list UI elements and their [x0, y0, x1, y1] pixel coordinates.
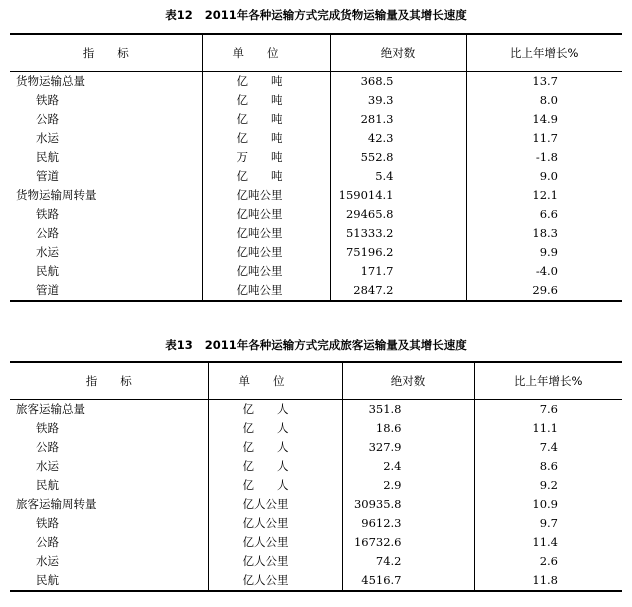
- table-row: [10, 495, 622, 514]
- absolute-value-cell: 74.2: [342, 552, 474, 571]
- absolute-value-cell: 281.3: [330, 110, 466, 129]
- table-row: [10, 186, 622, 205]
- table13-header-indicator: 指 标: [10, 362, 208, 400]
- unit-cell: 亿 吨: [202, 167, 330, 186]
- growth-rate-cell: -4.0: [535, 264, 558, 278]
- growth-rate-cell: 8.0: [539, 93, 558, 107]
- indicator-cell: 水运: [10, 243, 202, 262]
- indicator-cell: 水运: [10, 129, 202, 148]
- indicator-cell: 管道: [10, 167, 202, 186]
- table-row: [10, 167, 622, 186]
- table12-header-absolute: 绝对数: [330, 34, 466, 72]
- absolute-value-cell: 4516.7: [342, 571, 474, 591]
- table-row: [10, 110, 622, 129]
- table12-title-text: 2011年各种运输方式完成货物运输量及其增长速度: [204, 8, 467, 22]
- growth-rate-cell: 7.6: [539, 402, 558, 416]
- unit-cell: 亿人公里: [208, 533, 342, 552]
- indicator-cell: 旅客运输周转量: [10, 495, 208, 514]
- indicator-cell: 货物运输周转量: [10, 186, 202, 205]
- indicator-cell: 民航: [10, 571, 208, 591]
- growth-rate-cell: 10.9: [532, 497, 558, 511]
- table12-body: [10, 72, 622, 302]
- absolute-value-cell: 18.6: [342, 419, 474, 438]
- growth-rate-cell: 12.1: [532, 188, 558, 202]
- table-row: [10, 476, 622, 495]
- table13-title-number: 表13: [165, 338, 193, 352]
- table13-title-text: 2011年各种运输方式完成旅客运输量及其增长速度: [204, 338, 467, 352]
- unit-cell: 亿 人: [208, 438, 342, 457]
- indicator-cell: 水运: [10, 552, 208, 571]
- table-row: [10, 457, 622, 476]
- absolute-value-cell: 351.8: [342, 400, 474, 420]
- growth-rate-cell: 29.6: [466, 281, 622, 301]
- absolute-value-cell: 2847.2: [330, 281, 466, 301]
- table13-header-unit: 单 位: [208, 362, 342, 400]
- absolute-value-cell: 2.9: [342, 476, 474, 495]
- unit-cell: 亿 人: [208, 400, 342, 420]
- indicator-cell: 民航: [10, 476, 208, 495]
- growth-rate-cell: 9.0: [539, 169, 558, 183]
- unit-cell: 亿人公里: [208, 495, 342, 514]
- indicator-cell: 民航: [10, 262, 202, 281]
- absolute-value-cell: 16732.6: [342, 533, 474, 552]
- table-row: [10, 91, 622, 110]
- growth-rate-cell: 18.3: [532, 226, 558, 240]
- growth-rate-cell: 11.1: [532, 421, 558, 435]
- table12-title: [0, 8, 632, 22]
- unit-cell: 亿 吨: [202, 91, 330, 110]
- absolute-value-cell: 75196.2: [330, 243, 466, 262]
- growth-rate-cell: 6.6: [539, 207, 558, 221]
- unit-cell: 亿 吨: [202, 72, 330, 92]
- table13-body: [10, 400, 622, 592]
- indicator-cell: 公路: [10, 438, 208, 457]
- growth-rate-cell: 9.2: [539, 478, 558, 492]
- table-row: [10, 205, 622, 224]
- absolute-value-cell: 42.3: [330, 129, 466, 148]
- unit-cell: 亿 吨: [202, 110, 330, 129]
- table-row: [10, 243, 622, 262]
- absolute-value-cell: 368.5: [330, 72, 466, 92]
- table12-header-unit: 单 位: [202, 34, 330, 72]
- table-row: [10, 400, 622, 420]
- absolute-value-cell: 2.4: [342, 457, 474, 476]
- unit-cell: 亿 人: [208, 476, 342, 495]
- indicator-cell: 公路: [10, 224, 202, 243]
- table12-header-growth: 比上年增长%: [466, 34, 622, 72]
- growth-rate-cell: 11.7: [532, 131, 558, 145]
- growth-rate-cell: 2.6: [539, 554, 558, 568]
- unit-cell: 亿人公里: [208, 571, 342, 591]
- unit-cell: 亿人公里: [208, 552, 342, 571]
- unit-cell: 亿吨公里: [202, 281, 330, 301]
- indicator-cell: 铁路: [10, 205, 202, 224]
- table-row: [10, 281, 622, 301]
- growth-rate-cell: 8.6: [539, 459, 558, 473]
- table13-header-absolute: 绝对数: [342, 362, 474, 400]
- absolute-value-cell: 30935.8: [342, 495, 474, 514]
- unit-cell: 亿吨公里: [202, 224, 330, 243]
- table12-header-indicator: 指 标: [10, 34, 202, 72]
- absolute-value-cell: 159014.1: [330, 186, 466, 205]
- table12-title-number: 表12: [165, 8, 193, 22]
- table-row: [10, 438, 622, 457]
- table-row: [10, 72, 622, 92]
- indicator-cell: 管道: [10, 281, 202, 301]
- growth-rate-cell: 9.7: [539, 516, 558, 530]
- table-row: [10, 533, 622, 552]
- indicator-cell: 公路: [10, 110, 202, 129]
- unit-cell: 亿 吨: [202, 129, 330, 148]
- table-row: [10, 419, 622, 438]
- absolute-value-cell: 29465.8: [330, 205, 466, 224]
- indicator-cell: 公路: [10, 533, 208, 552]
- unit-cell: 亿吨公里: [202, 186, 330, 205]
- table-row: [10, 552, 622, 571]
- growth-rate-cell: 11.8: [474, 571, 622, 591]
- table12: [10, 33, 622, 302]
- table13: [10, 361, 622, 592]
- absolute-value-cell: 171.7: [330, 262, 466, 281]
- indicator-cell: 水运: [10, 457, 208, 476]
- indicator-cell: 旅客运输总量: [10, 400, 208, 420]
- unit-cell: 万 吨: [202, 148, 330, 167]
- growth-rate-cell: 14.9: [532, 112, 558, 126]
- growth-rate-cell: 9.9: [539, 245, 558, 259]
- growth-rate-cell: 7.4: [539, 440, 558, 454]
- unit-cell: 亿吨公里: [202, 262, 330, 281]
- table12-header-row: [10, 34, 622, 72]
- table-row: [10, 129, 622, 148]
- absolute-value-cell: 5.4: [330, 167, 466, 186]
- table13-header-growth: 比上年增长%: [474, 362, 622, 400]
- absolute-value-cell: 51333.2: [330, 224, 466, 243]
- absolute-value-cell: 552.8: [330, 148, 466, 167]
- absolute-value-cell: 39.3: [330, 91, 466, 110]
- unit-cell: 亿 人: [208, 457, 342, 476]
- indicator-cell: 铁路: [10, 419, 208, 438]
- table-row: [10, 148, 622, 167]
- table-row: [10, 262, 622, 281]
- indicator-cell: 铁路: [10, 514, 208, 533]
- absolute-value-cell: 327.9: [342, 438, 474, 457]
- unit-cell: 亿吨公里: [202, 205, 330, 224]
- table13-title: [0, 338, 632, 352]
- indicator-cell: 铁路: [10, 91, 202, 110]
- unit-cell: 亿人公里: [208, 514, 342, 533]
- table-row: [10, 224, 622, 243]
- indicator-cell: 货物运输总量: [10, 72, 202, 92]
- table-row: [10, 571, 622, 591]
- unit-cell: 亿吨公里: [202, 243, 330, 262]
- unit-cell: 亿 人: [208, 419, 342, 438]
- table13-header-row: [10, 362, 622, 400]
- growth-rate-cell: 13.7: [532, 74, 558, 88]
- growth-rate-cell: 11.4: [532, 535, 558, 549]
- growth-rate-cell: -1.8: [535, 150, 558, 164]
- absolute-value-cell: 9612.3: [342, 514, 474, 533]
- table-row: [10, 514, 622, 533]
- indicator-cell: 民航: [10, 148, 202, 167]
